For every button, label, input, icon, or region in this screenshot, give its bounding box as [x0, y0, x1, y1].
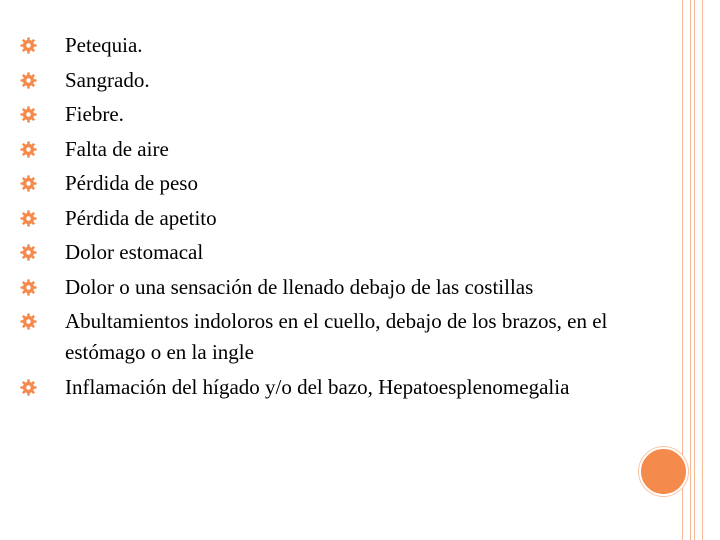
list-item [20, 132, 660, 167]
list-item-text: Sangrado. [65, 67, 150, 92]
list-item [20, 370, 660, 405]
list-item-text: Abultamientos indoloros en el cuello, debajo de los brazos, en el estómago o en la ingle [65, 309, 608, 364]
list-item [20, 28, 660, 63]
symptom-list [20, 28, 660, 405]
gear-icon [20, 244, 37, 261]
list-item-text: Fiebre. [65, 102, 124, 126]
list-item [20, 270, 660, 305]
list-item-text: Pérdida de apetito [65, 205, 217, 230]
list-item [20, 201, 660, 236]
gear-icon [20, 106, 37, 123]
gear-icon [20, 37, 37, 54]
gear-icon [20, 379, 37, 396]
list-item-text: Dolor o una sensación de llenado debajo de las costillas [65, 274, 534, 299]
list-item [20, 235, 660, 270]
gear-icon [20, 175, 37, 192]
list-item-text: Falta de aire [65, 136, 169, 161]
gear-icon [20, 313, 37, 330]
decorative-rail-line [690, 0, 691, 540]
list-item [20, 304, 660, 370]
list-item-text: Inflamación del hígado y/o del bazo, Hepatoesplenomegalia [65, 375, 570, 399]
list-item-text: Petequia. [65, 33, 143, 57]
list-item-text: Pérdida de peso [65, 171, 198, 195]
gear-icon [20, 141, 37, 158]
gear-icon [20, 210, 37, 227]
list-item [20, 97, 660, 132]
gear-icon [20, 279, 37, 296]
decorative-rail-line [694, 0, 695, 540]
gear-icon [20, 72, 37, 89]
list-item-text: Dolor estomacal [65, 240, 204, 264]
list-item [20, 63, 660, 98]
decorative-rail-line [702, 0, 703, 540]
decorative-circle [639, 447, 688, 496]
list-item [20, 166, 660, 201]
